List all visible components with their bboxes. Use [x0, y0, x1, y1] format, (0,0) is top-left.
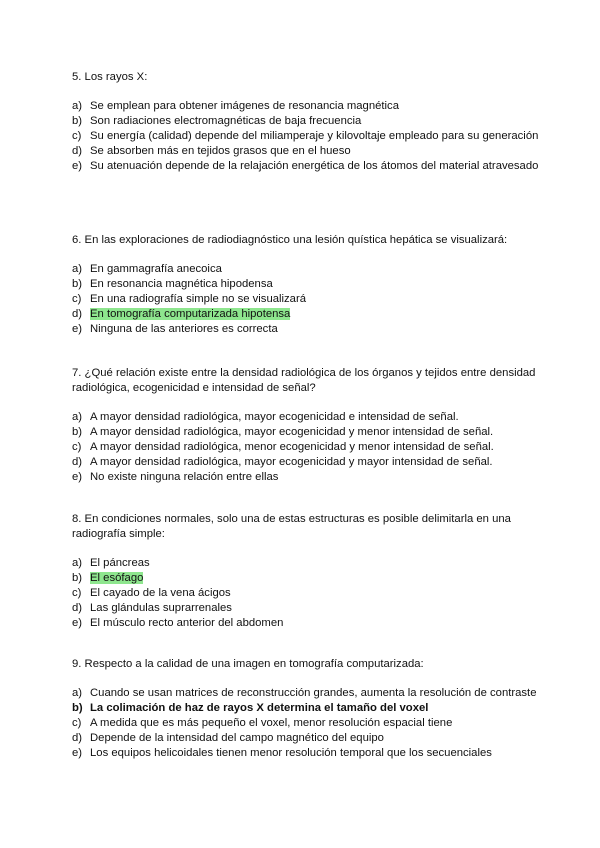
option-text: Son radiaciones electromagnéticas de baja frecuencia [90, 115, 362, 127]
option-a [72, 262, 542, 277]
option-a [72, 410, 542, 425]
option-c [72, 716, 542, 731]
option-letter: a) [72, 557, 83, 569]
option-letter: b) [72, 572, 83, 584]
option-list [72, 410, 542, 485]
option-text: En una radiografía simple no se visualizará [90, 293, 307, 305]
highlighted-answer: En tomografía computarizada hipotensa [90, 308, 291, 320]
option-d [72, 144, 542, 159]
option-letter: b) [72, 115, 83, 127]
question-8 [72, 512, 542, 631]
option-letter: e) [72, 471, 83, 483]
option-letter: d) [72, 308, 83, 320]
option-letter: a) [72, 687, 83, 699]
option-text: En resonancia magnética hipodensa [90, 278, 273, 290]
question-title: 9. Respecto a la calidad de una imagen en tomografía computarizada: [72, 658, 424, 670]
question-title: 8. En condiciones normales, solo una de estas estructuras es posible delimitarla en una radiografía simple: [72, 513, 511, 540]
question-title: 5. Los rayos X: [72, 71, 148, 83]
option-text: A mayor densidad radiológica, mayor ecogenicidad y menor intensidad de señal. [90, 426, 494, 438]
option-text: A medida que es más pequeño el voxel, menor resolución espacial tiene [90, 717, 453, 729]
option-letter: e) [72, 160, 83, 172]
option-text: Las glándulas suprarrenales [90, 602, 232, 614]
option-letter: d) [72, 145, 83, 157]
option-letter: b) [72, 278, 83, 290]
question-9 [72, 657, 542, 761]
question-7 [72, 366, 542, 485]
option-text: Depende de la intensidad del campo magnético del equipo [90, 732, 384, 744]
option-text: A mayor densidad radiológica, menor ecogenicidad y menor intensidad de señal. [90, 441, 494, 453]
option-letter: c) [72, 441, 82, 453]
option-list [72, 99, 542, 174]
option-text: Ninguna de las anteriores es correcta [90, 323, 278, 335]
option-letter: d) [72, 602, 83, 614]
option-letter: d) [72, 456, 83, 468]
option-text: A mayor densidad radiológica, mayor ecogenicidad e intensidad de señal. [90, 411, 459, 423]
option-b [72, 425, 542, 440]
option-letter: b) [72, 702, 83, 714]
option-d [72, 731, 542, 746]
option-e [72, 746, 542, 761]
option-text: Su energía (calidad) depende del miliamperaje y kilovoltaje empleado para su generación [90, 130, 539, 142]
option-letter: c) [72, 293, 82, 305]
option-a [72, 556, 542, 571]
option-text: A mayor densidad radiológica, mayor ecogenicidad y mayor intensidad de señal. [90, 456, 493, 468]
option-letter: e) [72, 323, 83, 335]
option-letter: a) [72, 411, 83, 423]
option-letter: d) [72, 732, 83, 744]
option-text: Cuando se usan matrices de reconstrucción grandes, aumenta la resolución de contraste [90, 687, 537, 699]
option-text: No existe ninguna relación entre ellas [90, 471, 279, 483]
option-e [72, 322, 542, 337]
question-6 [72, 233, 542, 337]
option-text: El músculo recto anterior del abdomen [90, 617, 284, 629]
option-c [72, 292, 542, 307]
option-b [72, 114, 542, 129]
option-letter: a) [72, 263, 83, 275]
option-d [72, 307, 542, 322]
option-text: Se absorben más en tejidos grasos que en el hueso [90, 145, 351, 157]
option-list [72, 262, 542, 337]
option-text: Su atenuación depende de la relajación energética de los átomos del material atravesado [90, 160, 539, 172]
option-text: El páncreas [90, 557, 150, 569]
option-list [72, 686, 542, 761]
option-text: Se emplean para obtener imágenes de resonancia magnética [90, 100, 399, 112]
option-a [72, 99, 542, 114]
option-b [72, 701, 542, 716]
option-letter: a) [72, 100, 83, 112]
option-c [72, 129, 542, 144]
option-b [72, 571, 542, 586]
option-letter: c) [72, 587, 82, 599]
option-e [72, 159, 542, 174]
option-text: El cayado de la vena ácigos [90, 587, 231, 599]
option-d [72, 601, 542, 616]
option-letter: c) [72, 717, 82, 729]
option-e [72, 470, 542, 485]
option-text: Los equipos helicoidales tienen menor resolución temporal que los secuenciales [90, 747, 492, 759]
bold-answer: La colimación de haz de rayos X determina el tamaño del voxel [90, 702, 429, 714]
option-letter: c) [72, 130, 82, 142]
option-c [72, 440, 542, 455]
option-b [72, 277, 542, 292]
option-e [72, 616, 542, 631]
option-d [72, 455, 542, 470]
question-title: 7. ¿Qué relación existe entre la densidad radiológica de los órganos y tejidos entre densidad radiológica, ecogenicidad e intensidad de señal? [72, 367, 536, 394]
question-5 [72, 70, 542, 174]
option-letter: b) [72, 426, 83, 438]
option-letter: e) [72, 747, 83, 759]
option-list [72, 556, 542, 631]
option-text: En gammagrafía anecoica [90, 263, 222, 275]
highlighted-answer: El esófago [90, 572, 144, 584]
option-c [72, 586, 542, 601]
option-a [72, 686, 542, 701]
question-title: 6. En las exploraciones de radiodiagnóstico una lesión quística hepática se visualizará: [72, 234, 508, 246]
option-letter: e) [72, 617, 83, 629]
